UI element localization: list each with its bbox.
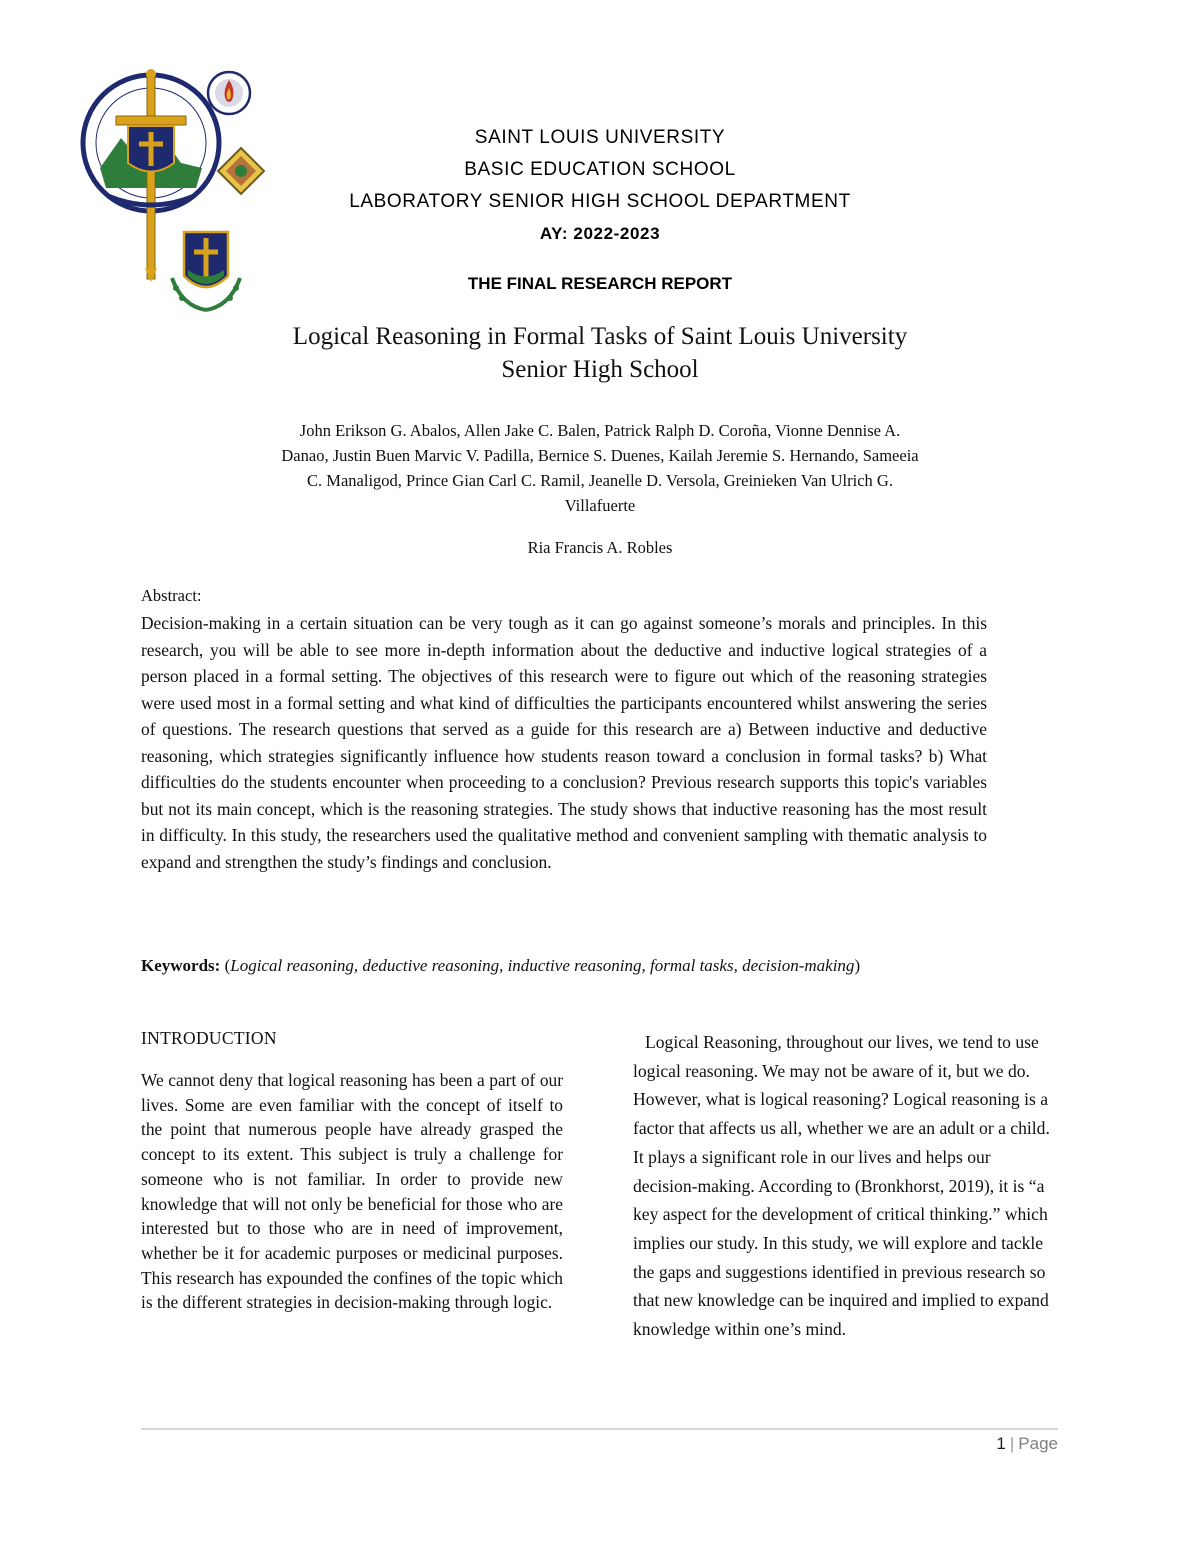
author-list xyxy=(212,418,988,518)
paper-title xyxy=(0,320,1200,386)
paper-title-line-1: Logical Reasoning in Formal Tasks of Saint Louis University xyxy=(292,323,908,350)
page-separator: | xyxy=(1009,1434,1015,1453)
paper-title-line-2: Senior High School xyxy=(501,356,699,383)
keywords-close: ) xyxy=(854,956,861,975)
university-name: SAINT LOUIS UNIVERSITY xyxy=(474,127,726,148)
introduction-right-column: Logical Reasoning, throughout our lives, we tend to use logical reasoning. We may not be aware of it, but we do. However, what is logical reasoning? Logical reasoning is a factor that affects us all, whether we are an adult or a child. It plays a significant role in our lives and helps our decision-making. According to (Bronkhorst, 2019), it is “a key aspect for the development of critical thinking.” which implies our study. In this study, we will explore and tackle the gaps and suggestions identified in previous research so that new knowledge can be inquired and implied to expand knowledge within one’s mind. xyxy=(633,1032,1050,1340)
page-label: Page xyxy=(1018,1434,1058,1453)
department-name: LABORATORY SENIOR HIGH SCHOOL DEPARTMENT xyxy=(349,191,851,212)
keywords-label: Keywords: xyxy=(141,956,221,975)
introduction-heading: INTRODUCTION xyxy=(141,1028,277,1048)
author-line-4: Villafuerte xyxy=(564,496,636,515)
page-number: 1 xyxy=(996,1434,1006,1453)
report-type: THE FINAL RESEARCH REPORT xyxy=(467,274,733,293)
author-line-2: Danao, Justin Buen Marvic V. Padilla, Bernice S. Duenes, Kailah Jeremie S. Hernando, Sameeia xyxy=(281,446,919,465)
abstract-label: Abstract: xyxy=(141,586,202,605)
adviser-name: Ria Francis A. Robles xyxy=(527,538,673,557)
keywords-open: ( xyxy=(220,956,231,975)
keywords-list: Logical reasoning, deductive reasoning, inductive reasoning, formal tasks, decision-making xyxy=(230,956,855,975)
school-name: BASIC EDUCATION SCHOOL xyxy=(464,159,736,180)
abstract-text: Decision-making in a certain situation can be very tough as it can go against someone’s morals and principles. In this research, you will be able to see more in-depth information about the deductive and inductive logical strategies of a person placed in a formal setting. The objectives of this research were to figure out which of the reasoning strategies were used most in a formal setting and what kind of difficulties the participants encountered whilst answering the series of questions. The research questions that served as a guide for this research are a) Between inductive and deductive reasoning, which strategies significantly influence how students reason toward a conclusion in formal tasks? b) What difficulties do the students encounter when proceeding to a conclusion? Previous research supports this topic's variables but not its main concept, which is the reasoning strategies. The study shows that inductive reasoning has the most result in difficulty. In this study, the researchers used the qualitative method and convenient sampling with thematic analysis to expand and strengthen the study’s findings and conclusion. xyxy=(141,613,987,872)
flame-seal-logo xyxy=(206,70,252,116)
academic-year: AY: 2022-2023 xyxy=(539,224,661,243)
page-footer xyxy=(996,1434,1058,1454)
introduction-left-column: We cannot deny that logical reasoning has been a part of our lives. Some are even familiar with the concept of itself to the point that numerous people have already grasped the concept to its extent. This subject is truly a challenge for someone who is not familiar. In order to provide new knowledge that will not only be beneficial for those who are interested but to those who are in need of improvement, whether be it for academic purposes or medicinal purposes. This research has expounded the confines of the topic which is the different strategies in decision-making through logic. xyxy=(141,1070,563,1313)
institution-header xyxy=(0,122,1200,250)
footer-divider xyxy=(141,1428,1058,1430)
author-line-3: C. Manaligod, Prince Gian Carl C. Ramil, Jeanelle D. Versola, Greinieken Van Ulrich G. xyxy=(307,471,893,490)
author-line-1: John Erikson G. Abalos, Allen Jake C. Balen, Patrick Ralph D. Coroña, Vionne Dennise A. xyxy=(299,421,901,440)
keywords xyxy=(141,956,860,976)
